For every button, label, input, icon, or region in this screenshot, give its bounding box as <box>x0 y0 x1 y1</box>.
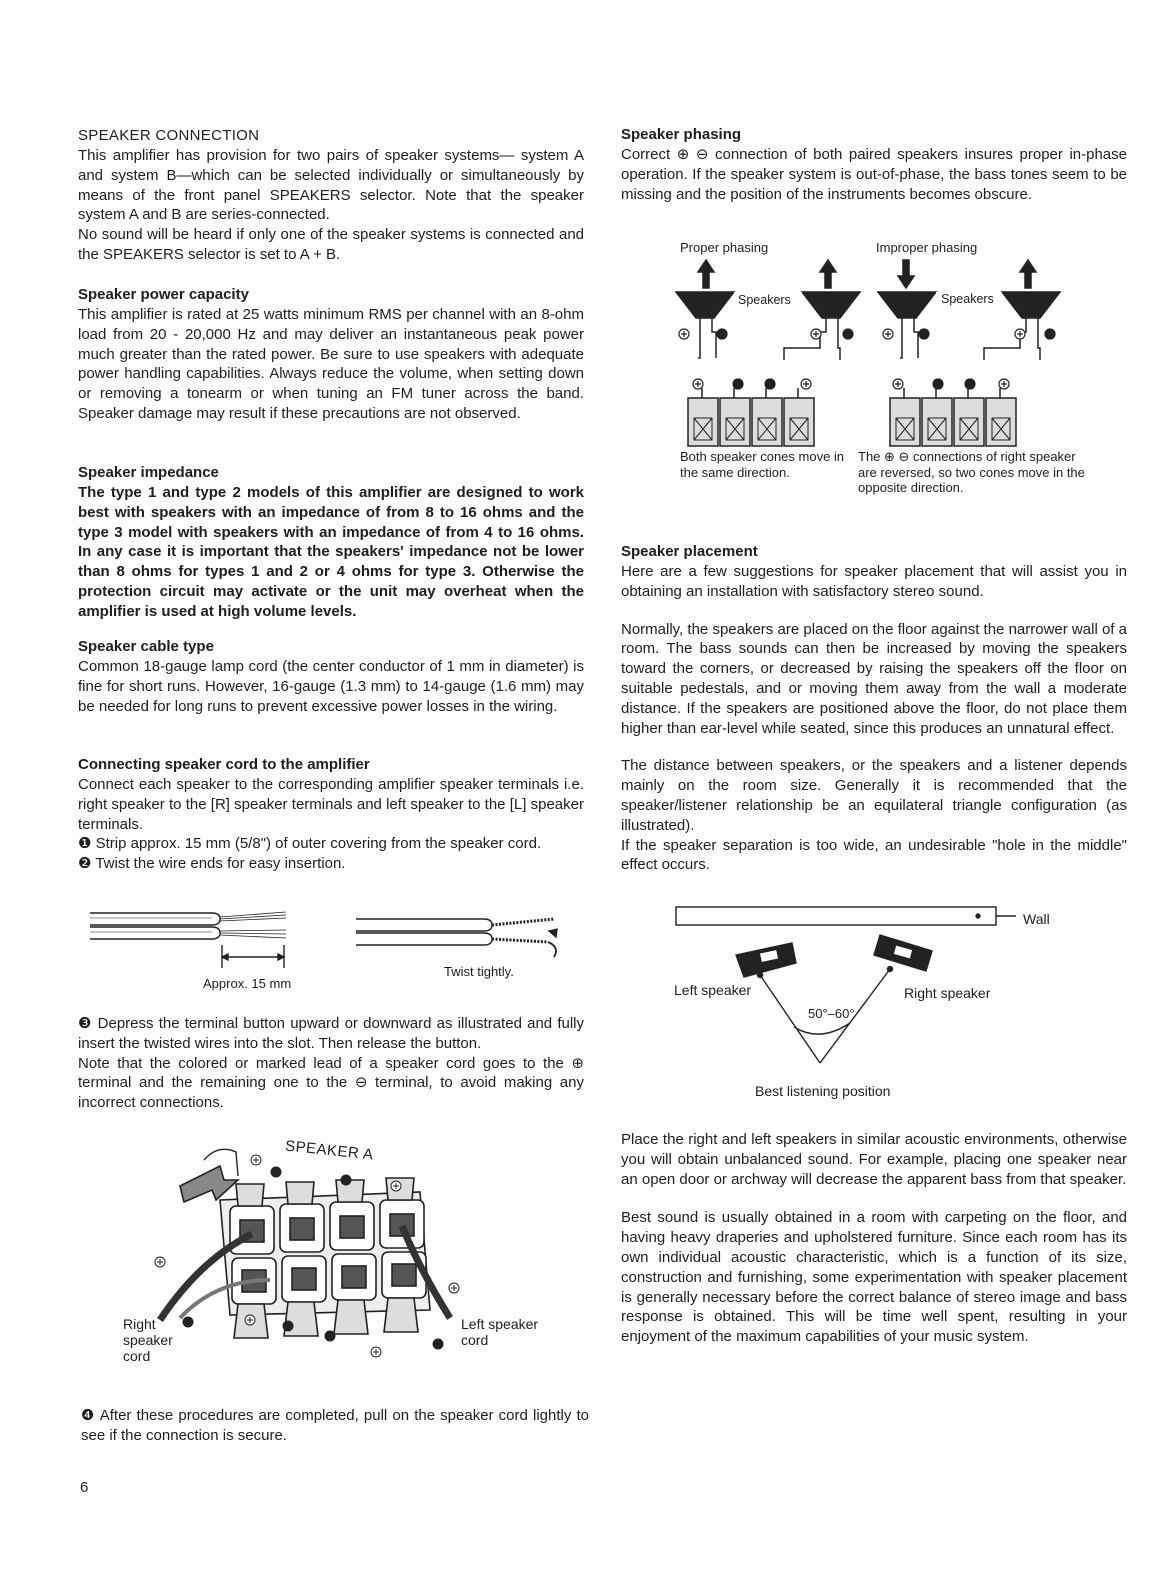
impedance-title: Speaker impedance <box>78 464 219 481</box>
angle-label: 50°–60° <box>808 1006 855 1021</box>
improper-phasing-caption: The ⊕ ⊖ connections of right speaker are reversed, so two cones move in the opposite direction. <box>858 449 1085 495</box>
speaker-connection-paragraph-2: No sound will be heard if only one of the speaker systems is connected and the SPEAKERS selector is set to A + B. <box>78 226 584 263</box>
approx-15mm-label: Approx. 15 mm <box>203 976 292 991</box>
placement-paragraph-4: If the speaker separation is too wide, an undesirable "hole in the middle" effect occurs. <box>621 836 1127 874</box>
speakers-label-improper: Speakers <box>941 292 994 306</box>
placement-paragraph-5: Place the right and left speakers in similar acoustic environments, otherwise you will obtain unbalanced sound. For example, placing one speaker near an open door or archway will decrease the apparent bass from that speaker. <box>621 1131 1127 1188</box>
twisted-cord <box>356 919 557 957</box>
impedance-body: The type 1 and type 2 models of this amplifier are designed to work best with speakers with an impedance of from 8 to 16 ohms and the type 3 model with speakers with an impedance of from 4 to 16 ohms. In any case it is important that the speakers' impedance not be lower than 8 ohms for types 1 and 2 or 4 ohms for type 3. Otherwise the protection circuit may activate or the unit may overheat when the amplifier is used at high volume levels. <box>78 484 584 620</box>
step-2-text: ❷ Twist the wire ends for easy insertion. <box>78 855 346 873</box>
wall-label: Wall <box>1023 911 1050 927</box>
left-speaker-label: Left speaker <box>674 982 752 998</box>
speaker-a-label: SPEAKER A <box>284 1137 375 1164</box>
connecting-cord-intro: Connect each speaker to the corresponding amplifier speaker terminals i.e. right speaker to the [R] speaker terminals and left speaker to the [L] speaker terminals. <box>78 776 584 833</box>
impedance-section <box>78 463 584 622</box>
left-speaker-cord-label: Left speaker cord <box>461 1316 539 1348</box>
stripped-cord <box>90 912 286 968</box>
phasing-diagram <box>676 258 1066 448</box>
proper-phasing-label: Proper phasing <box>680 240 769 255</box>
placement-section-continued <box>621 1130 1127 1347</box>
speaker-connection-paragraph-1: This amplifier has provision for two pairs of speaker systems— system A and system B—which can be selected individually or simultaneously by means of the front panel SPEAKERS selector. Note that the speaker system A and B are series-connected. <box>78 147 584 224</box>
press-arrow <box>180 1166 238 1202</box>
power-capacity-body: This amplifier is rated at 25 watts minimum RMS per channel with an 8-ohm load from 20 - 20,000 Hz and may deliver an instantaneous peak power much greater than the rated power. Be sure to use speakers with adequate power handling capabilities. Always reduce the volume, when setting down or removing a tonearm or when tuning an FM tuner across the band. Speaker damage may result if these precautions are not observed. <box>78 306 584 422</box>
phasing-title: Speaker phasing <box>621 126 742 143</box>
speaker-connection-section <box>78 126 584 265</box>
wall-shape <box>676 907 996 925</box>
placement-title: Speaker placement <box>621 543 758 560</box>
placement-section <box>621 542 1127 875</box>
twist-tightly-label: Twist tightly. <box>444 964 514 979</box>
best-listening-position-label: Best listening position <box>755 1083 891 1099</box>
phasing-body: Correct ⊕ ⊖ connection of both paired speakers insures proper in-phase operation. If the speaker system is out-of-phase, the bass tones seem to be missing and the position of the instruments becomes obscure. <box>621 146 1127 203</box>
polarity-note: Note that the colored or marked lead of a speaker cord goes to the ⊕ terminal and the remaining one to the ⊖ terminal, to avoid making any incorrect connections. <box>78 1054 584 1112</box>
connecting-cord-title: Connecting speaker cord to the amplifier <box>78 756 370 773</box>
placement-paragraph-1: Here are a few suggestions for speaker placement that will assist you in obtaining an installation with satisfactory stereo sound. <box>621 563 1127 600</box>
placement-paragraph-2: Normally, the speakers are placed on the floor against the narrower wall of a room. The bass sounds can then be increased by moving the speakers toward the corners, or decreased by raising the speakers off the floor on suitable pedestals, and or moving them away from the wall a moderate distance. If the speakers are positioned above the floor, do not place them higher than ear-level while seated, since this produces an unnatural effect. <box>621 620 1127 737</box>
proper-phasing-caption: Both speaker cones move in the same direction. <box>680 449 845 480</box>
page-number: 6 <box>80 1479 89 1496</box>
cable-type-body: Common 18-gauge lamp cord (the center conductor of 1 mm in diameter) is fine for short runs. However, 16-gauge (1.3 mm) to 14-gauge (1.6 mm) may be needed for long runs to prevent excessive power losses in the wiring. <box>78 658 584 715</box>
speakers-label-proper: Speakers <box>738 293 791 307</box>
speaker-connection-title: SPEAKER CONNECTION <box>78 127 260 144</box>
step-1-text: ❶ Strip approx. 15 mm (5/8") of outer covering from the speaker cord. <box>78 835 542 853</box>
step-3-section <box>78 1014 584 1113</box>
right-speaker-cord-label: Right speaker cord <box>123 1316 173 1364</box>
right-speaker-label: Right speaker <box>904 985 991 1001</box>
step-4-text: ❹ After these procedures are completed, pull on the speaker cord lightly to see if the connection is secure. <box>81 1407 589 1444</box>
cable-type-title: Speaker cable type <box>78 638 214 655</box>
step-4-section <box>81 1406 589 1446</box>
connecting-cord-section <box>78 755 584 874</box>
placement-paragraph-6: Best sound is usually obtained in a room with carpeting on the floor, and having heavy draperies and upholstered furniture. Since each room has its own individual acoustic characteristic, which is a function of its size, construction and furnishing, some experimentation with speaker placement is generally necessary before the correct balance of stereo image and bass response is obtained. This will be time well spent, resulting in your enjoyment of the maximum capabilities of your music system. <box>621 1209 1127 1346</box>
improper-phasing-label: Improper phasing <box>876 240 978 255</box>
step-3-text: ❸ Depress the terminal button upward or downward as illustrated and fully insert the twisted wires into the slot. Then release the button. <box>78 1015 584 1052</box>
phasing-section <box>621 125 1127 204</box>
power-capacity-section <box>78 285 584 424</box>
power-capacity-title: Speaker power capacity <box>78 286 249 303</box>
cable-type-section <box>78 637 584 716</box>
placement-paragraph-3: The distance between speakers, or the speakers and a listener depends mainly on the room size. Generally it is recommended that the speaker/listener relationship be an equilateral triangle configuration (as illustrated). <box>621 757 1127 834</box>
